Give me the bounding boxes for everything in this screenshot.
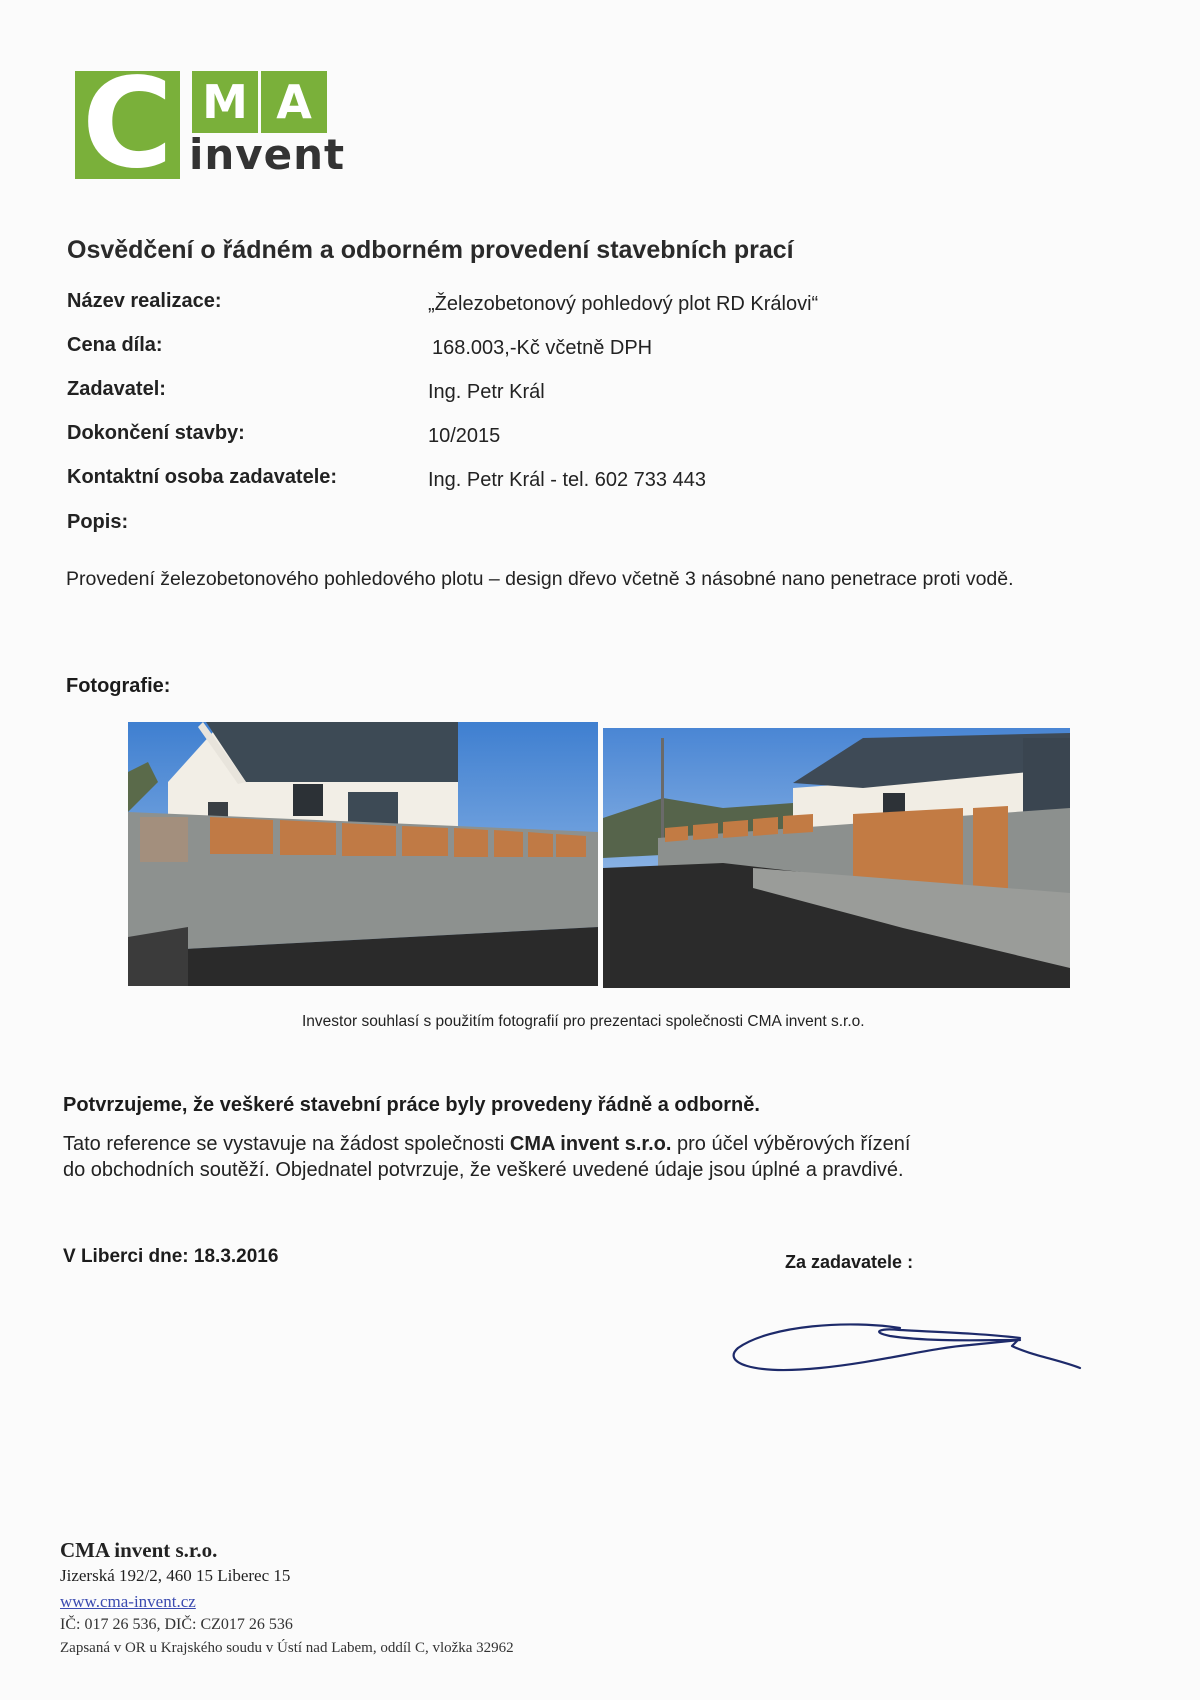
footer-registry: Zapsaná v OR u Krajského soudu v Ústí nad Labem, oddíl C, vložka 32962: [60, 1640, 514, 1656]
field-value-price: 168.003,-Kč včetně DPH: [432, 337, 653, 359]
photo-fence-front: [128, 722, 598, 986]
description-text: Provedení železobetonového pohledového plotu – design dřevo včetně 3 násobné nano penetrace proti vodě.: [66, 568, 1014, 590]
field-label-client: Zadavatel:: [67, 378, 166, 400]
logo-letter-c: C: [75, 71, 180, 179]
confirmation-statement: Potvrzujeme, že veškeré stavební práce byly provedeny řádně a odborně.: [63, 1094, 760, 1116]
footer-company: CMA invent s.r.o.: [60, 1538, 218, 1562]
field-value-completion: 10/2015: [428, 425, 501, 447]
field-label-project: Název realizace:: [67, 290, 222, 312]
reference-text-1: Tato reference se vystavuje na žádost společnosti: [63, 1133, 510, 1155]
place-date: V Liberci dne: 18.3.2016: [63, 1246, 279, 1267]
field-value-client: Ing. Petr Král: [428, 381, 545, 403]
field-label-description: Popis:: [67, 511, 129, 533]
field-label-completion: Dokončení stavby:: [67, 422, 245, 444]
reference-company: CMA invent s.r.o.: [509, 1133, 672, 1155]
reference-text-3: do obchodních soutěží. Objednatel potvrzuje, že veškeré uvedené údaje jsou úplné a pravdivé.: [63, 1159, 904, 1181]
logo-letter-m: M: [192, 71, 258, 133]
handwritten-signature: [730, 1300, 1090, 1390]
photo-caption: Investor souhlasí s použitím fotografií pro prezentaci společnosti CMA invent s.r.o.: [302, 1013, 865, 1030]
field-label-contact: Kontaktní osoba zadavatele:: [67, 466, 338, 488]
logo-wordmark: invent: [189, 130, 346, 179]
photo-fence-gate: [603, 728, 1070, 988]
footer-website-link[interactable]: www.cma-invent.cz: [60, 1592, 196, 1611]
field-value-project: „Železobetonový pohledový plot RD Královi“: [428, 293, 819, 315]
field-value-contact: Ing. Petr Král - tel. 602 733 443: [428, 469, 706, 491]
reference-text-2: pro účel výběrových řízení: [671, 1133, 911, 1155]
logo-letter-a: A: [261, 71, 327, 133]
company-logo: [75, 52, 346, 196]
reference-paragraph: [63, 1131, 910, 1183]
footer-address: Jizerská 192/2, 460 15 Liberec 15: [60, 1566, 291, 1585]
document-title: Osvědčení o řádném a odborném provedení stavebních prací: [67, 236, 794, 264]
photos-label: Fotografie:: [66, 675, 171, 697]
footer-ids: IČ: 017 26 536, DIČ: CZ017 26 536: [60, 1616, 293, 1633]
field-label-price: Cena díla:: [67, 334, 163, 356]
signature-label: Za zadavatele :: [785, 1252, 914, 1272]
